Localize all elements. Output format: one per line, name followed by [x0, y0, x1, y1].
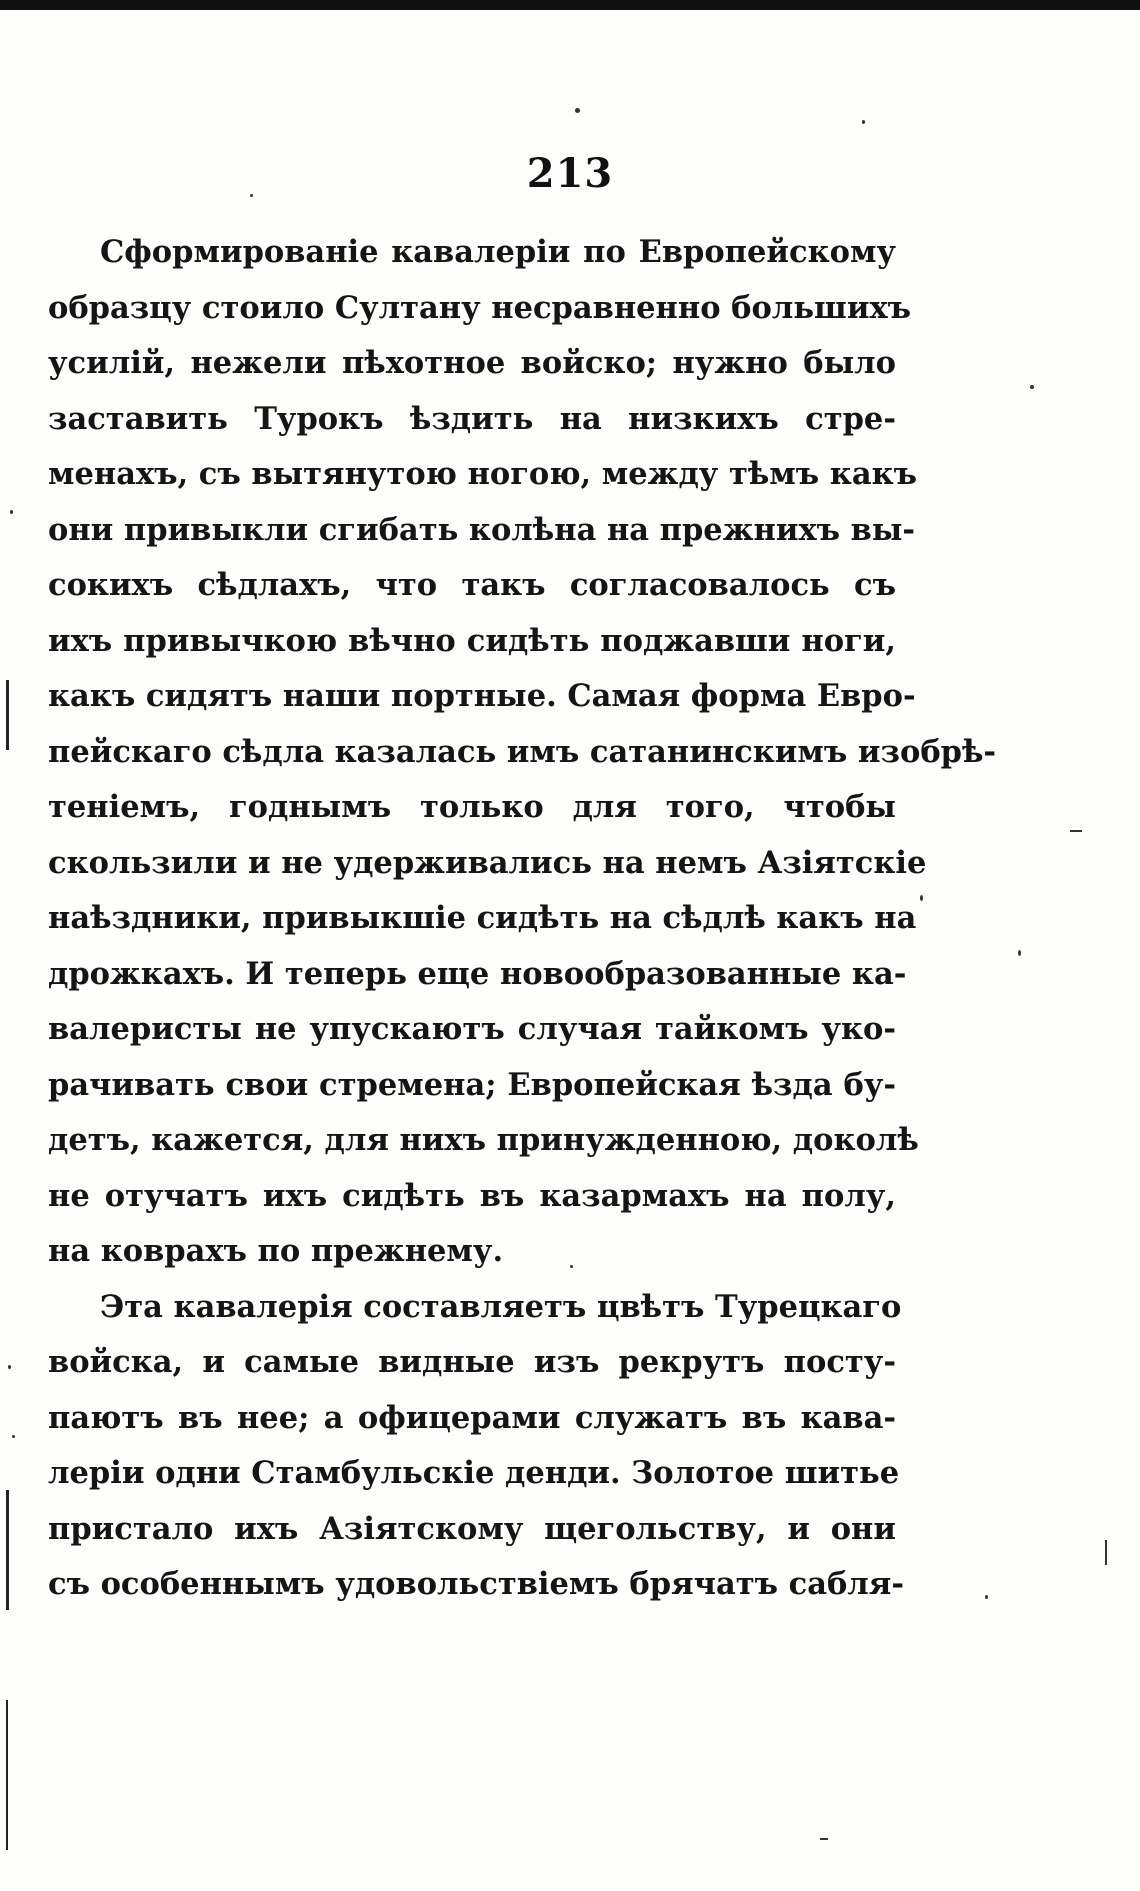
scan-edge-mark — [6, 1700, 8, 1850]
scan-edge-mark — [6, 680, 9, 750]
scan-edge-mark — [6, 1490, 9, 1610]
body-text — [48, 225, 997, 1613]
text-line: рачивать свои стремена; Европейская ѣзда бу- — [48, 1066, 896, 1103]
text-line: скользили и не удерживались на немъ Азіятскіе — [48, 844, 927, 881]
scan-speck — [1030, 385, 1034, 389]
scan-speck — [8, 1365, 11, 1369]
scan-speck — [985, 1595, 988, 1599]
text-line: наѣздники, привыкшіе сидѣть на сѣдлѣ какъ на — [48, 900, 917, 936]
text-line: пейскаго сѣдла казалась имъ сатанинскимъ изобрѣ- — [48, 733, 997, 770]
text-line: они привыкли сгибать колѣна на прежнихъ вы- — [48, 511, 916, 548]
scan-top-border — [0, 0, 1140, 10]
text-line: детъ, кажется, для нихъ принужденною, доколѣ — [48, 1122, 919, 1158]
text-line: паютъ въ нее; а офицерами служатъ въ кава- — [48, 1399, 896, 1436]
text-line: сокихъ сѣдлахъ, что такъ согласовалось съ — [48, 567, 896, 603]
scan-speck — [1070, 830, 1082, 832]
paragraph — [48, 225, 997, 1280]
scan-speck — [10, 510, 13, 514]
scan-speck — [920, 895, 923, 901]
text-line: войска, и самые видные изъ рекрутъ посту- — [48, 1344, 896, 1380]
text-line: съ особеннымъ удовольствіемъ брячатъ сабля- — [48, 1566, 904, 1602]
text-line: заставить Турокъ ѣздить на низкихъ стре- — [48, 400, 896, 437]
text-line: не отучатъ ихъ сидѣть въ казармахъ на полу, — [48, 1177, 896, 1214]
scan-speck — [12, 1435, 15, 1438]
paragraph — [48, 1280, 904, 1613]
text-line: пристало ихъ Азіятскому щегольству, и они — [48, 1510, 896, 1547]
scan-speck — [575, 108, 580, 113]
text-line: менахъ, съ вытянутою ногою, между тѣмъ какъ — [48, 456, 918, 492]
text-line: какъ сидятъ наши портные. Самая форма Евро- — [48, 678, 916, 714]
text-line: Сформированіе кавалеріи по Европейскому — [100, 234, 896, 270]
page-number: 213 — [526, 150, 614, 197]
text-line: леріи одни Стамбульскіе денди. Золотое шитье — [48, 1455, 900, 1491]
text-line: теніемъ, годнымъ только для того, чтобы — [48, 789, 896, 825]
text-line: образцу стоило Султану несравненно большихъ — [48, 289, 912, 326]
scan-speck — [1105, 1540, 1107, 1565]
text-line: Эта кавалерія составляетъ цвѣтъ Турецкаго — [100, 1288, 902, 1325]
text-line: на коврахъ по прежнему. — [48, 1233, 504, 1269]
text-line: валеристы не упускаютъ случая тайкомъ уко- — [48, 1011, 896, 1047]
scan-speck — [820, 1838, 828, 1840]
scan-speck — [862, 120, 865, 124]
text-line: усилій, нежели пѣхотное войско; нужно было — [48, 345, 896, 381]
scan-speck — [1018, 950, 1021, 956]
text-line: ихъ привычкою вѣчно сидѣть поджавши ноги, — [48, 622, 896, 659]
text-line: дрожкахъ. И теперь еще новообразованные ка- — [48, 955, 907, 992]
